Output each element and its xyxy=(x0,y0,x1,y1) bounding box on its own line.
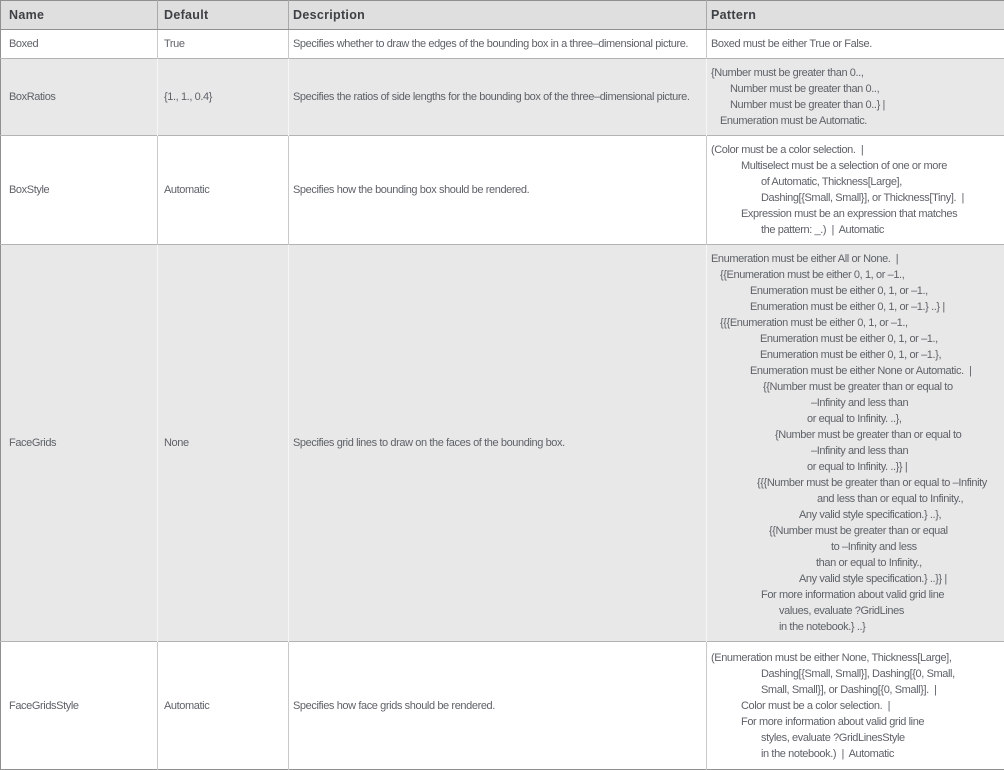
option-default-cell: None xyxy=(158,245,289,642)
pattern-line: Multiselect must be a selection of one or more xyxy=(711,158,1004,174)
pattern-line: in the notebook.} ..} xyxy=(711,619,1004,635)
pattern-line: Enumeration must be either 0, 1, or –1.}, xyxy=(711,347,1004,363)
option-name-cell: FaceGrids xyxy=(1,245,158,642)
pattern-line: Dashing[{Small, Small}], Dashing[{0, Small, xyxy=(711,666,1004,682)
pattern-line: Number must be greater than 0.., xyxy=(711,81,1004,97)
pattern-line: {{{Enumeration must be either 0, 1, or –1., xyxy=(711,315,1004,331)
pattern-line: Enumeration must be either None or Automatic. | xyxy=(711,363,1004,379)
option-pattern-cell xyxy=(707,136,1004,245)
pattern-block xyxy=(711,650,1004,762)
pattern-line: of Automatic, Thickness[Large], xyxy=(711,174,1004,190)
pattern-line: (Enumeration must be either None, Thickness[Large], xyxy=(711,650,1004,666)
pattern-line: {{Number must be greater than or equal xyxy=(711,523,1004,539)
pattern-line: than or equal to Infinity., xyxy=(711,555,1004,571)
pattern-line: styles, evaluate ?GridLinesStyle xyxy=(711,730,1004,746)
pattern-line: {Number must be greater than 0.., xyxy=(711,65,1004,81)
pattern-line: or equal to Infinity. ..}, xyxy=(711,411,1004,427)
pattern-line: Enumeration must be either 0, 1, or –1., xyxy=(711,331,1004,347)
option-default-cell: {1., 1., 0.4} xyxy=(158,59,289,136)
pattern-line: Small, Small}], or Dashing[{0, Small}]. | xyxy=(711,682,1004,698)
column-header-pattern: Pattern xyxy=(707,1,1004,30)
column-header-default: Default xyxy=(158,1,289,30)
pattern-block xyxy=(711,251,1004,635)
column-header-name: Name xyxy=(1,1,158,30)
option-name-cell: BoxRatios xyxy=(1,59,158,136)
option-pattern-cell xyxy=(707,642,1004,770)
pattern-line: Enumeration must be Automatic. xyxy=(711,113,1004,129)
pattern-line: in the notebook.) | Automatic xyxy=(711,746,1004,762)
pattern-line: values, evaluate ?GridLines xyxy=(711,603,1004,619)
pattern-line: and less than or equal to Infinity., xyxy=(711,491,1004,507)
pattern-line: For more information about valid grid line xyxy=(711,714,1004,730)
option-description-cell: Specifies how face grids should be rendered. xyxy=(289,642,707,770)
option-name-cell: FaceGridsStyle xyxy=(1,642,158,770)
pattern-block xyxy=(711,65,1004,129)
table-body xyxy=(1,30,1004,770)
pattern-line: Number must be greater than 0..} | xyxy=(711,97,1004,113)
option-default-cell: Automatic xyxy=(158,136,289,245)
pattern-line: Color must be a color selection. | xyxy=(711,698,1004,714)
pattern-line: or equal to Infinity. ..}} | xyxy=(711,459,1004,475)
pattern-line: For more information about valid grid line xyxy=(711,587,1004,603)
table-header xyxy=(1,1,1004,30)
option-pattern-cell xyxy=(707,59,1004,136)
pattern-line: –Infinity and less than xyxy=(711,395,1004,411)
option-description-cell: Specifies whether to draw the edges of the bounding box in a three–dimensional picture. xyxy=(289,30,707,59)
pattern-line: Dashing[{Small, Small}], or Thickness[Tiny]. | xyxy=(711,190,1004,206)
option-default-cell: True xyxy=(158,30,289,59)
option-description-cell: Specifies how the bounding box should be rendered. xyxy=(289,136,707,245)
header-row xyxy=(1,1,1004,30)
pattern-block xyxy=(711,36,1004,52)
pattern-line: Enumeration must be either All or None. | xyxy=(711,251,1004,267)
row-boxratios xyxy=(1,59,1004,136)
pattern-line: the pattern: _.) | Automatic xyxy=(711,222,1004,238)
pattern-line: –Infinity and less than xyxy=(711,443,1004,459)
option-description-cell: Specifies grid lines to draw on the faces of the bounding box. xyxy=(289,245,707,642)
option-name-cell: BoxStyle xyxy=(1,136,158,245)
row-facegrids xyxy=(1,245,1004,642)
pattern-line: Expression must be an expression that matches xyxy=(711,206,1004,222)
pattern-line: Enumeration must be either 0, 1, or –1., xyxy=(711,283,1004,299)
pattern-line: {Number must be greater than or equal to xyxy=(711,427,1004,443)
option-name-cell: Boxed xyxy=(1,30,158,59)
pattern-line: {{Number must be greater than or equal to xyxy=(711,379,1004,395)
pattern-line: Enumeration must be either 0, 1, or –1.} ..} | xyxy=(711,299,1004,315)
pattern-block xyxy=(711,142,1004,238)
row-boxed xyxy=(1,30,1004,59)
option-description-cell: Specifies the ratios of side lengths for the bounding box of the three–dimensional picture. xyxy=(289,59,707,136)
row-facegridsstyle xyxy=(1,642,1004,770)
pattern-line: {{Enumeration must be either 0, 1, or –1., xyxy=(711,267,1004,283)
pattern-line: to –Infinity and less xyxy=(711,539,1004,555)
pattern-line: {{{Number must be greater than or equal to –Infinity xyxy=(711,475,1004,491)
column-header-description: Description xyxy=(289,1,707,30)
pattern-line: (Color must be a color selection. | xyxy=(711,142,1004,158)
row-boxstyle xyxy=(1,136,1004,245)
pattern-line: Boxed must be either True or False. xyxy=(711,36,1004,52)
pattern-line: Any valid style specification.} ..}, xyxy=(711,507,1004,523)
option-default-cell: Automatic xyxy=(158,642,289,770)
option-pattern-cell xyxy=(707,30,1004,59)
pattern-line: Any valid style specification.} ..}} | xyxy=(711,571,1004,587)
option-pattern-cell xyxy=(707,245,1004,642)
